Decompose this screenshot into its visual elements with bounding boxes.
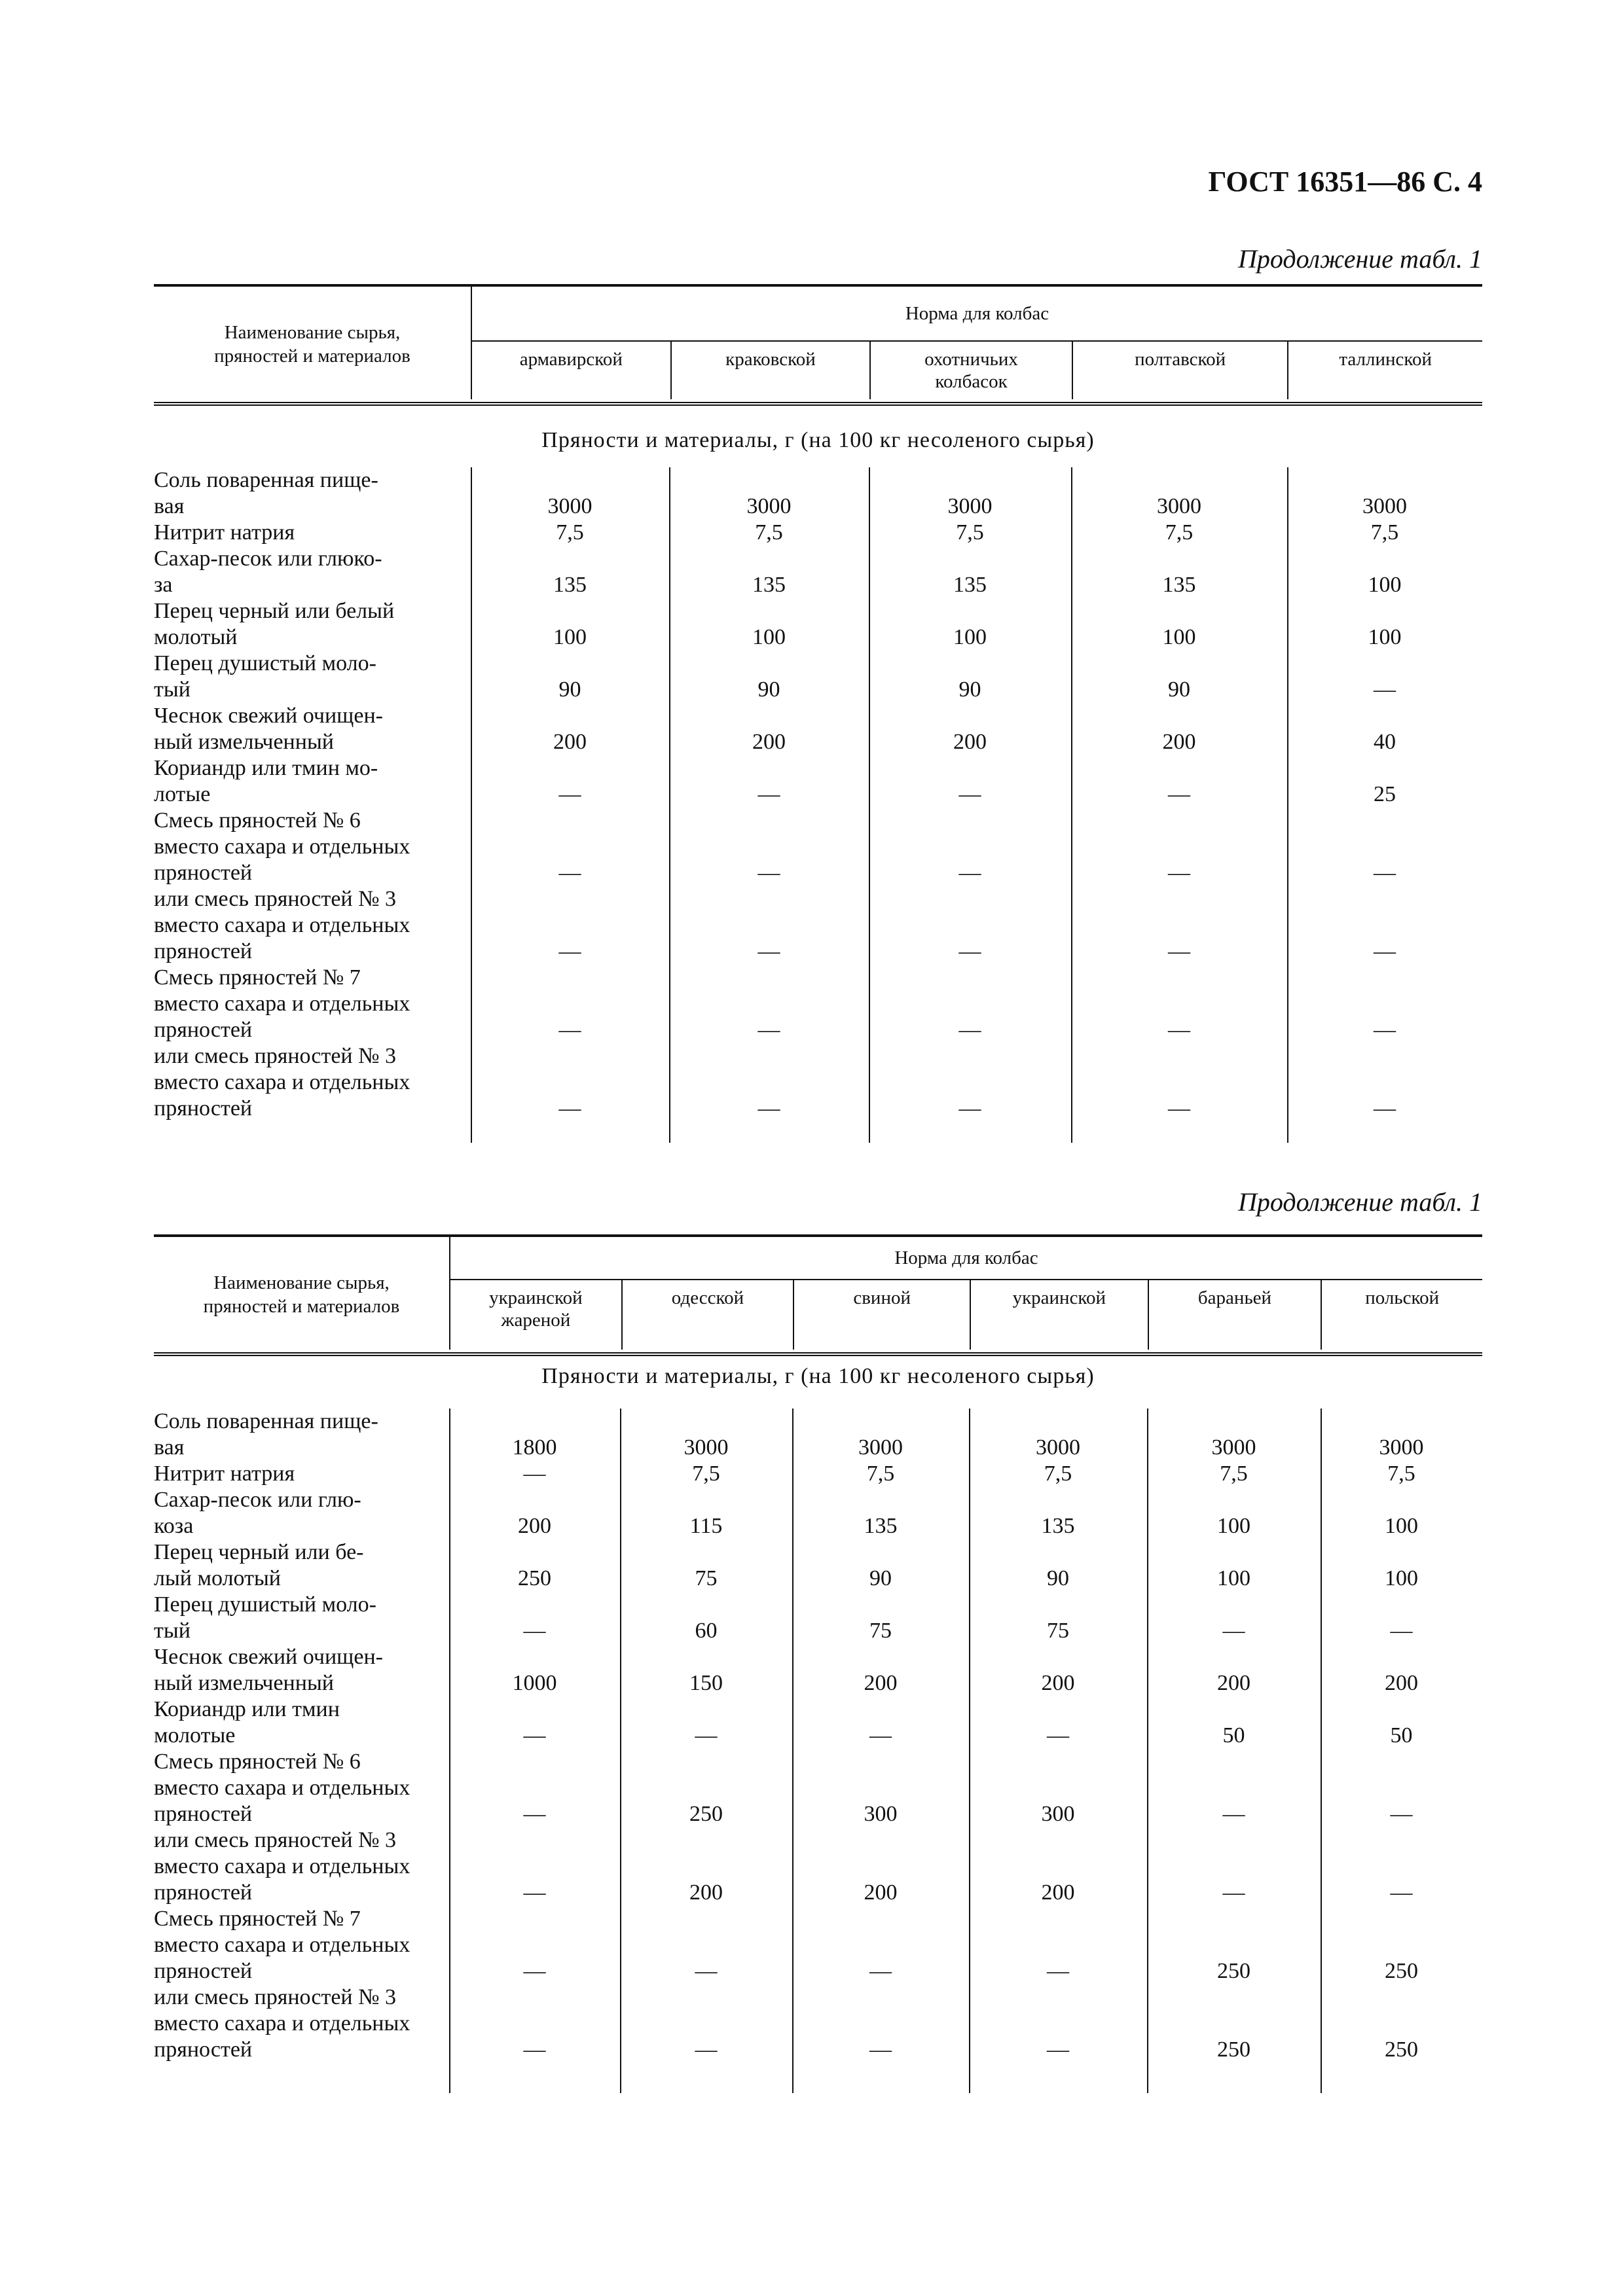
cell-value: — — [1374, 861, 1396, 885]
cell-value: 3000 — [947, 494, 993, 518]
cell-value: — — [757, 782, 780, 806]
table-row — [154, 965, 1482, 1043]
cell-value: 200 — [864, 1671, 898, 1695]
row-label: Перец душистый моло- тый — [154, 1592, 376, 1643]
name-column-header: Наименование сырья, пряностей и материалов — [203, 1272, 400, 1317]
row-label: Перец душистый моло- тый — [154, 651, 376, 702]
row-label: Смесь пряностей № 6 вместо сахара и отдельных пряностей — [154, 808, 410, 885]
cell-value: 135 — [864, 1514, 898, 1538]
table1-continuation-label: Продолжение табл. 1 — [1237, 244, 1482, 274]
norm-header-group — [449, 1237, 1482, 1350]
table-row — [154, 598, 1482, 651]
cell-value: 1000 — [512, 1671, 557, 1695]
table-row — [154, 1043, 1482, 1122]
cell-value: — — [523, 1880, 546, 1905]
cell-value: — — [757, 1018, 780, 1042]
cell-value: — — [558, 1018, 581, 1042]
column-headers — [472, 342, 1482, 399]
table2-header — [154, 1234, 1482, 1356]
cell-value: 75 — [1047, 1619, 1069, 1643]
column-rule — [449, 1408, 450, 2093]
cell-value: 250 — [1385, 1959, 1418, 1983]
row-label: Нитрит натрия — [154, 1462, 295, 1486]
cell-value: 200 — [953, 730, 987, 754]
cell-value: 3000 — [684, 1435, 729, 1460]
cell-value: 75 — [695, 1566, 718, 1590]
row-label: Кориандр или тмин молотые — [154, 1697, 340, 1748]
table-row — [154, 703, 1482, 755]
column-rule — [1321, 1408, 1322, 2093]
table-row — [154, 1539, 1482, 1592]
table-row — [154, 546, 1482, 598]
cell-value: — — [695, 2037, 718, 2062]
cell-value: 200 — [518, 1514, 551, 1538]
table-row — [154, 808, 1482, 886]
table1-header — [154, 284, 1482, 406]
cell-value: 3000 — [1379, 1435, 1424, 1460]
table-row — [154, 467, 1482, 520]
cell-value: 7,5 — [1044, 1462, 1072, 1486]
cell-value: — — [1390, 1880, 1413, 1905]
table-row — [154, 1592, 1482, 1644]
cell-value: 7,5 — [1165, 520, 1194, 545]
norm-header: Норма для колбас — [450, 1237, 1482, 1280]
column-rule — [869, 467, 870, 1143]
cell-value: — — [869, 1723, 892, 1748]
cell-value: 135 — [752, 573, 786, 597]
column-header: таллинской — [1287, 342, 1482, 399]
cell-value: — — [869, 1959, 892, 1983]
column-rule — [969, 1408, 970, 2093]
cell-value: 7,5 — [556, 520, 584, 545]
row-label: Кориандр или тмин мо- лотые — [154, 756, 378, 806]
cell-value: 200 — [864, 1880, 898, 1905]
column-header: охотничьих колбасок — [869, 342, 1072, 399]
cell-value: — — [523, 1802, 546, 1826]
cell-value: 250 — [689, 1802, 723, 1826]
cell-value: 250 — [1217, 2037, 1250, 2062]
row-label: Соль поваренная пище- вая — [154, 468, 378, 518]
column-rule — [1147, 1408, 1148, 2093]
table-row — [154, 520, 1482, 546]
cell-value: — — [1168, 939, 1190, 963]
row-label: Чеснок свежий очищен- ный измельченный — [154, 704, 383, 754]
cell-value: 60 — [695, 1619, 718, 1643]
cell-value: — — [558, 1096, 581, 1121]
table-row — [154, 1644, 1482, 1696]
column-header: полтавской — [1072, 342, 1288, 399]
column-headers — [450, 1280, 1482, 1350]
row-label: или смесь пряностей № 3 вместо сахара и отдельных пряностей — [154, 1828, 410, 1905]
cell-value: 200 — [1217, 1671, 1250, 1695]
cell-value: — — [757, 939, 780, 963]
cell-value: 135 — [1162, 573, 1196, 597]
cell-value: 90 — [1168, 677, 1190, 702]
row-label: Нитрит натрия — [154, 520, 295, 545]
cell-value: 250 — [518, 1566, 551, 1590]
row-label: Перец черный или бе- лый молотый — [154, 1540, 364, 1590]
column-header: украинской жареной — [489, 1287, 583, 1331]
row-label: Чеснок свежий очищен- ный измельченный — [154, 1645, 383, 1695]
row-label: Сахар-песок или глю- коза — [154, 1488, 361, 1538]
table-row — [154, 1461, 1482, 1487]
cell-value: 100 — [1385, 1566, 1418, 1590]
column-rule — [669, 467, 670, 1143]
column-rule — [1287, 467, 1288, 1143]
column-rule — [471, 467, 472, 1143]
cell-value: 7,5 — [956, 520, 984, 545]
table1-body — [154, 467, 1482, 1143]
cell-value: 200 — [1041, 1880, 1075, 1905]
cell-value: 90 — [958, 677, 981, 702]
cell-value: 90 — [757, 677, 780, 702]
cell-value: — — [1374, 677, 1396, 702]
cell-value: 7,5 — [755, 520, 783, 545]
cell-value: — — [958, 1096, 981, 1121]
cell-value: — — [1168, 1096, 1190, 1121]
cell-value: 135 — [1041, 1514, 1075, 1538]
column-header: свиной — [793, 1280, 970, 1350]
cell-value: 100 — [1368, 625, 1402, 649]
table-row — [154, 1696, 1482, 1749]
column-header: бараньей — [1148, 1280, 1321, 1350]
section-title: Пряности и материалы, г (на 100 кг несоленого сырья) — [541, 428, 1095, 452]
table-row — [154, 1827, 1482, 1906]
cell-value: — — [1390, 1619, 1413, 1643]
row-label: или смесь пряностей № 3 вместо сахара и отдельных пряностей — [154, 1985, 410, 2062]
table-row — [154, 1749, 1482, 1827]
cell-value: 200 — [553, 730, 587, 754]
cell-value: — — [757, 861, 780, 885]
cell-value: 100 — [1385, 1514, 1418, 1538]
cell-value: 100 — [953, 625, 987, 649]
cell-value: 7,5 — [1387, 1462, 1415, 1486]
row-label: Перец черный или белый молотый — [154, 599, 395, 649]
cell-value: — — [1390, 1802, 1413, 1826]
cell-value: 250 — [1385, 2037, 1418, 2062]
column-rule — [1071, 467, 1072, 1143]
page-header: ГОСТ 16351—86 С. 4 — [1208, 166, 1482, 198]
table-row — [154, 1408, 1482, 1461]
table2-continuation-label: Продолжение табл. 1 — [1237, 1187, 1482, 1217]
cell-value: 3000 — [1362, 494, 1407, 518]
cell-value: 115 — [689, 1514, 723, 1538]
table2 — [154, 1234, 1482, 2093]
norm-header-group — [471, 287, 1482, 399]
cell-value: 25 — [1374, 782, 1396, 806]
cell-value: 200 — [1385, 1671, 1418, 1695]
row-label: Смесь пряностей № 7 вместо сахара и отдельных пряностей — [154, 1907, 410, 1983]
cell-value: 7,5 — [1370, 520, 1399, 545]
cell-value: 150 — [689, 1671, 723, 1695]
table-row — [154, 651, 1482, 703]
cell-value: — — [958, 861, 981, 885]
cell-value: — — [1168, 782, 1190, 806]
table1 — [154, 284, 1482, 1143]
cell-value: 100 — [752, 625, 786, 649]
cell-value: 40 — [1374, 730, 1396, 754]
row-label: Соль поваренная пище- вая — [154, 1409, 378, 1460]
cell-value: 200 — [1041, 1671, 1075, 1695]
cell-value: — — [523, 1619, 546, 1643]
cell-value: — — [558, 861, 581, 885]
cell-value: — — [1222, 1802, 1245, 1826]
cell-value: 50 — [1222, 1723, 1245, 1748]
cell-value: — — [1047, 1959, 1069, 1983]
cell-value: — — [1374, 939, 1396, 963]
cell-value: — — [1374, 1018, 1396, 1042]
cell-value: 200 — [689, 1880, 723, 1905]
cell-value: 7,5 — [1220, 1462, 1248, 1486]
cell-value: 3000 — [858, 1435, 903, 1460]
cell-value: — — [1047, 1723, 1069, 1748]
column-header: украинской — [970, 1280, 1148, 1350]
cell-value: 90 — [1047, 1566, 1069, 1590]
cell-value: 3000 — [1211, 1435, 1256, 1460]
table-row — [154, 1906, 1482, 1984]
column-header: одесской — [621, 1280, 793, 1350]
column-header: армавирской — [519, 349, 623, 370]
cell-value: — — [869, 2037, 892, 2062]
cell-value: — — [1222, 1880, 1245, 1905]
name-column-header: Наименование сырья, пряностей и материалов — [214, 322, 410, 367]
cell-value: 100 — [1368, 573, 1402, 597]
cell-value: — — [1047, 2037, 1069, 2062]
cell-value: 100 — [1162, 625, 1196, 649]
norm-header: Норма для колбас — [472, 287, 1482, 342]
cell-value: 3000 — [746, 494, 792, 518]
cell-value: 100 — [1217, 1514, 1250, 1538]
table2-body — [154, 1408, 1482, 2093]
cell-value: — — [1374, 1096, 1396, 1121]
cell-value: 50 — [1390, 1723, 1413, 1748]
cell-value: 3000 — [1036, 1435, 1080, 1460]
column-header: польской — [1321, 1280, 1482, 1350]
row-label: Смесь пряностей № 6 вместо сахара и отдельных пряностей — [154, 1749, 410, 1826]
cell-value: 135 — [553, 573, 587, 597]
cell-value: — — [523, 1959, 546, 1983]
section-title: Пряности и материалы, г (на 100 кг несоленого сырья) — [541, 1364, 1095, 1388]
cell-value: 300 — [1041, 1802, 1075, 1826]
column-rule — [620, 1408, 621, 2093]
cell-value: 7,5 — [866, 1462, 895, 1486]
cell-value: — — [958, 1018, 981, 1042]
cell-value: — — [757, 1096, 780, 1121]
cell-value: 200 — [752, 730, 786, 754]
cell-value: 7,5 — [692, 1462, 720, 1486]
cell-value: 300 — [864, 1802, 898, 1826]
row-label: Смесь пряностей № 7 вместо сахара и отдельных пряностей — [154, 965, 410, 1042]
cell-value: — — [958, 782, 981, 806]
cell-value: — — [523, 2037, 546, 2062]
cell-value: — — [695, 1723, 718, 1748]
cell-value: — — [558, 782, 581, 806]
cell-value: 90 — [558, 677, 581, 702]
table-row — [154, 1984, 1482, 2063]
cell-value: — — [558, 939, 581, 963]
cell-value: 100 — [553, 625, 587, 649]
cell-value: — — [523, 1723, 546, 1748]
cell-value: 250 — [1217, 1959, 1250, 1983]
cell-value: — — [1222, 1619, 1245, 1643]
cell-value: — — [523, 1462, 546, 1486]
column-header: краковской — [670, 342, 870, 399]
cell-value: 90 — [869, 1566, 892, 1590]
cell-value: 3000 — [1157, 494, 1201, 518]
table-row — [154, 1487, 1482, 1539]
cell-value: 200 — [1162, 730, 1196, 754]
row-label: Сахар-песок или глюко- за — [154, 547, 382, 597]
cell-value: 135 — [953, 573, 987, 597]
cell-value: — — [695, 1959, 718, 1983]
cell-value: 1800 — [512, 1435, 557, 1460]
table-row — [154, 755, 1482, 808]
cell-value: — — [1168, 861, 1190, 885]
cell-value: — — [958, 939, 981, 963]
cell-value: 3000 — [547, 494, 593, 518]
row-label: или смесь пряностей № 3 вместо сахара и отдельных пряностей — [154, 1044, 410, 1121]
table-row — [154, 886, 1482, 965]
cell-value: — — [1168, 1018, 1190, 1042]
cell-value: 75 — [869, 1619, 892, 1643]
cell-value: 100 — [1217, 1566, 1250, 1590]
column-rule — [792, 1408, 793, 2093]
row-label: или смесь пряностей № 3 вместо сахара и отдельных пряностей — [154, 887, 410, 963]
